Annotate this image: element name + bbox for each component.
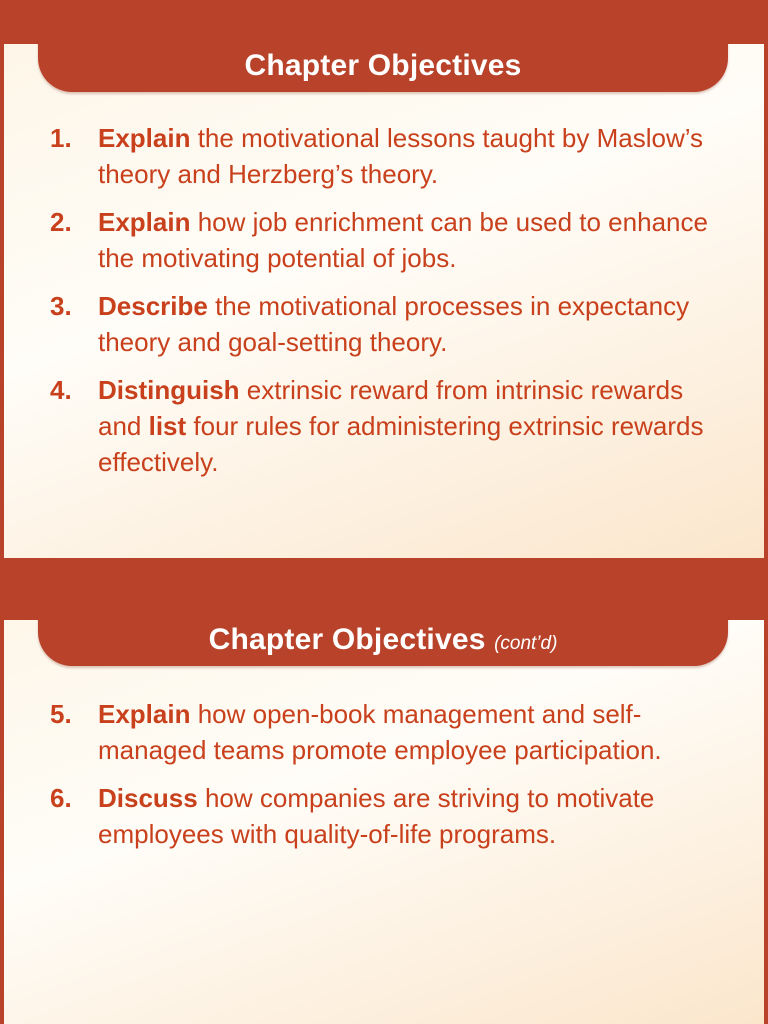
objective-item-1 xyxy=(50,120,710,192)
objective-number: 5. xyxy=(50,699,72,729)
objective-item-4 xyxy=(50,372,710,480)
objective-text xyxy=(98,288,710,360)
objective-number: 1. xyxy=(50,123,72,153)
objective-description: how job enrichment can be used to enhance the motivating potential of jobs. xyxy=(98,207,708,273)
objective-item-5 xyxy=(50,696,710,768)
slide-2-top-bar xyxy=(0,558,768,620)
slide-2-left-border xyxy=(0,558,4,1024)
slide-1-right-border xyxy=(764,0,768,558)
objective-number: 4. xyxy=(50,375,72,405)
slide-2-objectives-list xyxy=(50,696,710,864)
slide-1-left-border xyxy=(0,0,4,558)
objective-text xyxy=(98,372,710,480)
objective-number: 2. xyxy=(50,207,72,237)
objective-keyword: Describe xyxy=(98,291,208,321)
objective-number: 3. xyxy=(50,291,72,321)
objective-keyword: Discuss xyxy=(98,783,198,813)
objective-keyword: Distinguish xyxy=(98,375,240,405)
objective-description-continued: four rules for administering extrinsic rewards effectively. xyxy=(98,411,704,477)
objective-keyword: Explain xyxy=(98,207,191,237)
slide-2-subtitle: (cont’d) xyxy=(494,633,558,654)
objective-text xyxy=(98,204,710,276)
slide-1-title: Chapter Objectives xyxy=(244,49,522,82)
objective-text xyxy=(98,780,710,852)
objective-keyword: Explain xyxy=(98,123,191,153)
slide-2-title-banner xyxy=(38,614,728,666)
slide-2-title: Chapter Objectives xyxy=(208,623,486,656)
objective-item-3 xyxy=(50,288,710,360)
objective-keyword-secondary: list xyxy=(148,411,187,441)
objective-description: how companies are striving to motivate employees with quality-of-life programs. xyxy=(98,783,655,849)
objective-description: the motivational processes in expectancy theory and goal-setting theory. xyxy=(98,291,690,357)
objective-item-2 xyxy=(50,204,710,276)
slide-2 xyxy=(0,558,768,1024)
objective-number: 6. xyxy=(50,783,72,813)
objective-item-6 xyxy=(50,780,710,852)
slide-2-right-border xyxy=(764,558,768,1024)
objective-text xyxy=(98,120,710,192)
objective-keyword: Explain xyxy=(98,699,191,729)
slide-1-top-bar xyxy=(0,0,768,44)
objective-description: extrinsic reward from intrinsic rewards and xyxy=(98,375,684,441)
objective-text xyxy=(98,696,710,768)
objective-description: how open-book management and self-managed teams promote employee participation. xyxy=(98,699,662,765)
slide-1-title-banner xyxy=(38,40,728,92)
slide-1-objectives-list xyxy=(50,120,710,492)
objective-description: the motivational lessons taught by Maslow’s theory and Herzberg’s theory. xyxy=(98,123,704,189)
